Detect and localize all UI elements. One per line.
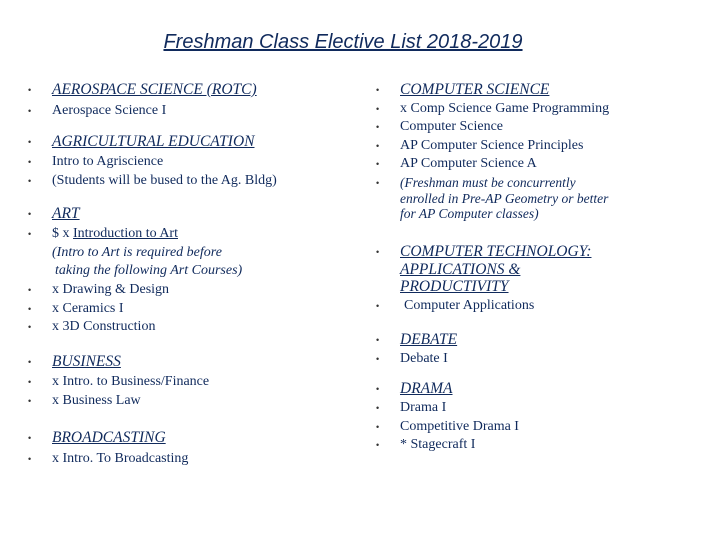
course-prefix: $ x (52, 226, 73, 241)
section-heading-aerospace: AEROSPACE SCIENCE (ROTC) (52, 81, 257, 98)
cs-note-line-1: (Freshman must be concurrently (400, 175, 576, 190)
bullet: • (28, 304, 32, 314)
bullet: • (28, 454, 32, 464)
bullet: • (376, 335, 380, 345)
page-title: Freshman Class Elective List 2018-2019 (163, 31, 523, 53)
course-item (52, 225, 178, 243)
bullet: • (376, 440, 380, 450)
bullet: • (28, 396, 32, 406)
art-note-line-2: taking the following Art Courses) (55, 263, 243, 278)
course-item: x Business Law (52, 393, 141, 408)
course-item: x 3D Construction (52, 319, 156, 334)
section-heading-business: BUSINESS (52, 353, 121, 370)
course-item: Computer Science (400, 119, 504, 134)
course-item: x Ceramics I (52, 301, 124, 316)
course-item: x Intro. To Broadcasting (52, 451, 189, 466)
bullet: • (376, 104, 380, 114)
bullet: • (376, 159, 380, 169)
course-note: (Students will be bused to the Ag. Bldg) (52, 173, 277, 188)
bullet: • (376, 403, 380, 413)
course-item: Competitive Drama I (400, 419, 519, 434)
section-heading-computer-technology-line-2: APPLICATIONS & (400, 261, 521, 278)
course-item: * Stagecraft I (400, 437, 476, 452)
cs-note-line-3: for AP Computer classes) (400, 206, 539, 221)
bullet: • (376, 354, 380, 364)
bullet: • (376, 178, 380, 188)
section-heading-drama: DRAMA (400, 380, 453, 397)
section-heading-computer-science: COMPUTER SCIENCE (400, 81, 550, 98)
bullet: • (28, 106, 32, 116)
bullet: • (376, 85, 380, 95)
bullet: • (376, 247, 380, 257)
bullet: • (376, 384, 380, 394)
bullet: • (376, 422, 380, 432)
bullet: • (28, 433, 32, 443)
section-heading-computer-technology: COMPUTER TECHNOLOGY: (400, 243, 592, 260)
bullet: • (28, 357, 32, 367)
course-item: Aerospace Science I (52, 103, 167, 118)
bullet: • (28, 322, 32, 332)
course-item: AP Computer Science A (400, 156, 537, 171)
course-name-intro-art: Introduction to Art (73, 226, 178, 241)
bullet: • (376, 122, 380, 132)
section-heading-agricultural: AGRICULTURAL EDUCATION (52, 133, 255, 150)
bullet: • (28, 176, 32, 186)
cs-note-line-2: enrolled in Pre-AP Geometry or better (400, 191, 609, 206)
course-item: x Comp Science Game Programming (400, 101, 610, 116)
course-item: x Intro. to Business/Finance (52, 374, 210, 389)
bullet: • (376, 141, 380, 151)
course-item: Computer Applications (404, 298, 535, 313)
bullet: • (376, 301, 380, 311)
section-heading-broadcasting: BROADCASTING (52, 429, 166, 446)
bullet: • (28, 209, 32, 219)
course-item: Drama I (400, 400, 447, 415)
course-item: x Drawing & Design (52, 282, 170, 297)
section-heading-computer-technology-line-3: PRODUCTIVITY (400, 278, 509, 295)
art-note-line-1: (Intro to Art is required before (52, 245, 222, 260)
bullet: • (28, 137, 32, 147)
course-item: Intro to Agriscience (52, 154, 164, 169)
section-heading-debate: DEBATE (400, 331, 458, 348)
course-item: Debate I (400, 351, 448, 366)
section-heading-art: ART (52, 205, 80, 222)
bullet: • (28, 157, 32, 167)
bullet: • (28, 285, 32, 295)
bullet: • (28, 85, 32, 95)
bullet: • (28, 229, 32, 239)
course-item: AP Computer Science Principles (400, 138, 584, 153)
bullet: • (28, 377, 32, 387)
